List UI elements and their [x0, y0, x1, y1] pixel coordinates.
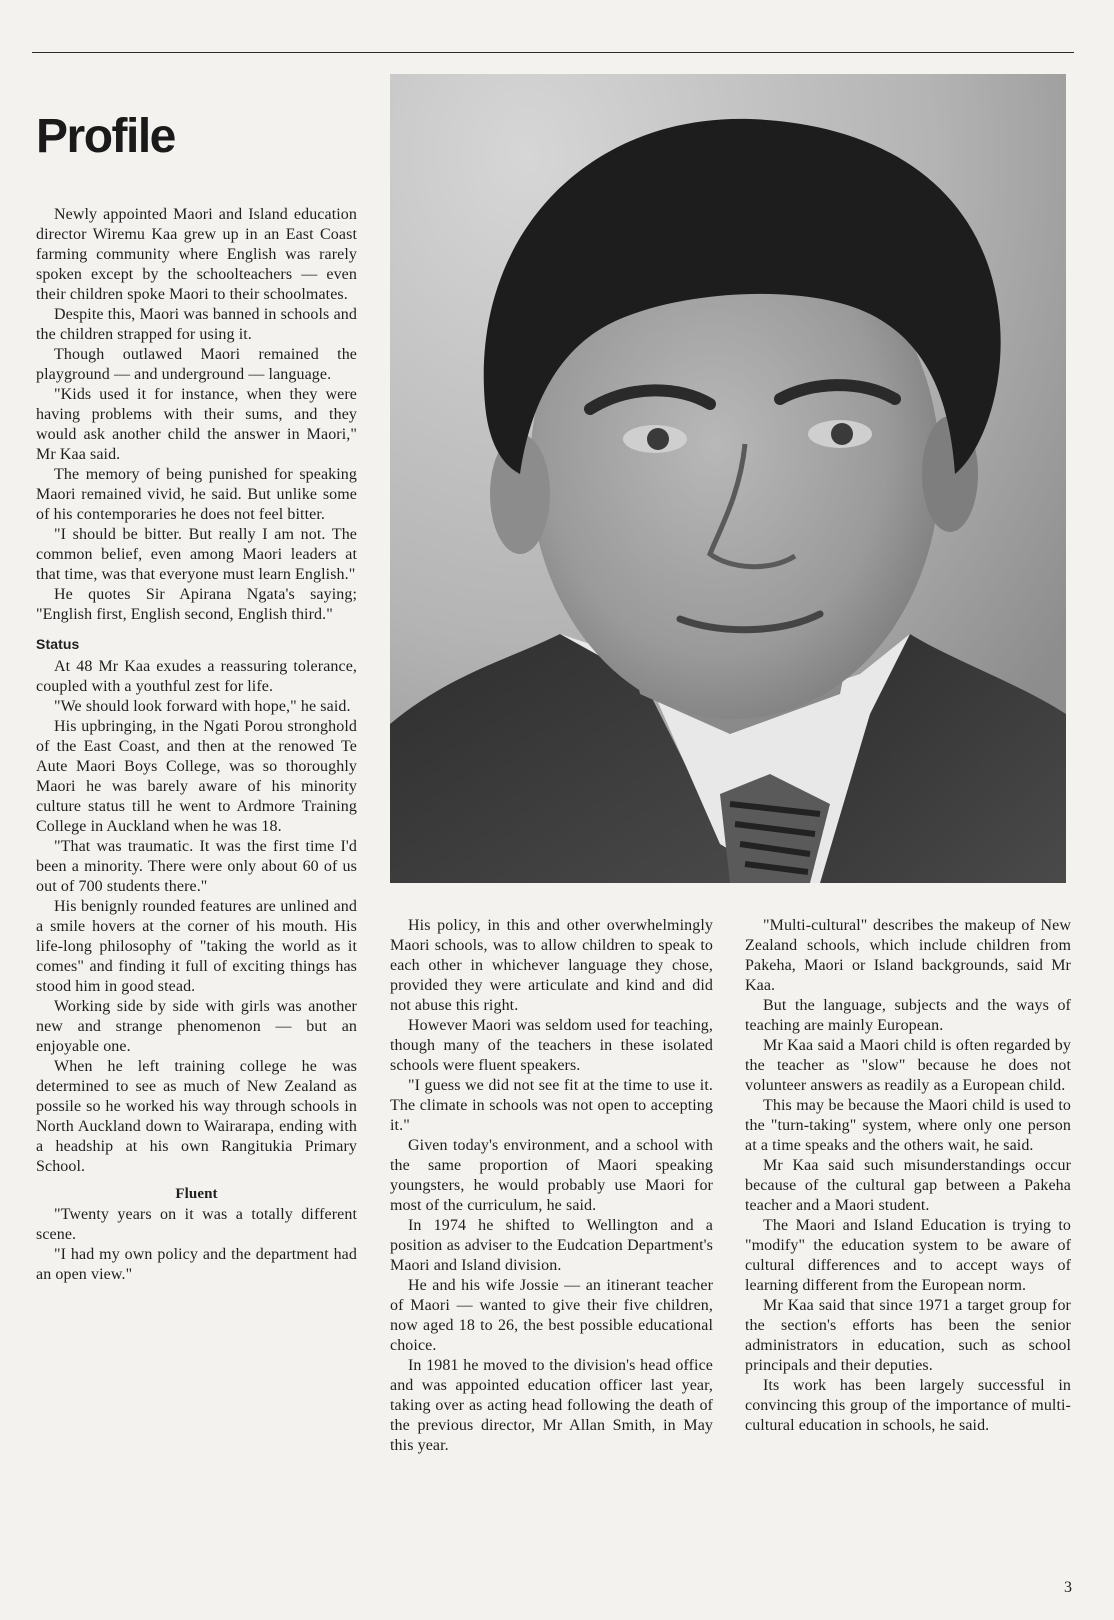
paragraph: When he left training college he was determined to see as much of New Zealand as possile so he worked his way through schools in North Auckland down to Wairarapa, ending with a headship at his own Rangitukia Primary School.: [36, 1058, 357, 1175]
paragraph: In 1981 he moved to the division's head office and was appointed education officer last year, taking over as acting head following the death of the previous director, Mr Allan Smith, in May this year.: [390, 1357, 713, 1454]
paragraph: Though outlawed Maori remained the playground — and underground — language.: [36, 346, 357, 383]
paragraph: The Maori and Island Education is trying to "modify" the education system to be aware of cultural differences and to accept ways of learning different from the European norm.: [745, 1217, 1071, 1294]
page-number: 3: [1064, 1579, 1072, 1596]
paragraph: Newly appointed Maori and Island education director Wiremu Kaa grew up in an East Coast farming community where English was rarely spoken except by the schoolteachers — even their children spoke Maori to their schoolmates.: [36, 206, 357, 303]
paragraph: "I should be bitter. But really I am not. The common belief, even among Maori leaders at that time, was that everyone must learn English.": [36, 526, 357, 583]
paragraph: The memory of being punished for speaking Maori remained vivid, he said. But unlike some of his contemporaries he does not feel bitter.: [36, 466, 357, 523]
page-title: Profile: [36, 110, 175, 163]
article-column-1: [36, 205, 357, 1285]
paragraph: Given today's environment, and a school with the same proportion of Maori speaking youngsters, he would probably use Maori for most of the curriculum, he said.: [390, 1137, 713, 1214]
portrait-photo: [390, 74, 1066, 883]
paragraph: Its work has been largely successful in convincing this group of the importance of multi-cultural education in schools, he said.: [745, 1377, 1071, 1434]
paragraph: Despite this, Maori was banned in schools and the children strapped for using it.: [36, 306, 357, 343]
paragraph: He quotes Sir Apirana Ngata's saying; "English first, English second, English third.": [36, 586, 357, 623]
paragraph: "Multi-cultural" describes the makeup of New Zealand schools, which include children from Pakeha, Maori or Island backgrounds, said Mr Kaa.: [745, 917, 1071, 994]
paragraph: His upbringing, in the Ngati Porou stronghold of the East Coast, and then at the renowed Te Aute Maori Boys College, was so thoroughly Maori he was barely aware of his minority culture status till he went to Ardmore Training College in Auckland when he was 18.: [36, 718, 357, 835]
subheading-status: Status: [36, 636, 80, 652]
article-column-3: [745, 916, 1071, 1436]
article-column-2: [390, 916, 713, 1456]
paragraph: This may be because the Maori child is used to the "turn-taking" system, where only one person at a time speaks and the others wait, he said.: [745, 1097, 1071, 1154]
paragraph: Mr Kaa said that since 1971 a target group for the section's efforts has been the senior administrators in education, such as school principals and their deputies.: [745, 1297, 1071, 1374]
paragraph: In 1974 he shifted to Wellington and a position as adviser to the Eudcation Department's Maori and Island division.: [390, 1217, 713, 1274]
paragraph: At 48 Mr Kaa exudes a reassuring tolerance, coupled with a youthful zest for life.: [36, 658, 357, 695]
paragraph: "That was traumatic. It was the first time I'd been a minority. There were only about 60 of us out of 700 students there.": [36, 838, 357, 895]
paragraph: He and his wife Jossie — an itinerant teacher of Maori — wanted to give their five children, now aged 18 to 26, the best possible educational choice.: [390, 1277, 713, 1354]
paragraph: But the language, subjects and the ways of teaching are mainly European.: [745, 997, 1071, 1034]
paragraph: Working side by side with girls was another new and strange phenomenon — but an enjoyable one.: [36, 998, 357, 1055]
paragraph: "I had my own policy and the department had an open view.": [36, 1246, 357, 1283]
portrait-illustration: [390, 74, 1066, 883]
paragraph: However Maori was seldom used for teaching, though many of the teachers in these isolated schools were fluent speakers.: [390, 1017, 713, 1074]
paragraph: "We should look forward with hope," he said.: [54, 698, 351, 715]
top-rule: [32, 52, 1074, 53]
paragraph: "Kids used it for instance, when they were having problems with their sums, and they would ask another child the answer in Maori," Mr Kaa said.: [36, 386, 357, 463]
paragraph: Mr Kaa said such misunderstandings occur because of the cultural gap between a Pakeha teacher and a Maori student.: [745, 1157, 1071, 1214]
paragraph: "I guess we did not see fit at the time to use it. The climate in schools was not open to accepting it.": [390, 1077, 713, 1134]
paragraph: "Twenty years on it was a totally different scene.: [36, 1206, 357, 1243]
paragraph: His policy, in this and other overwhelmingly Maori schools, was to allow children to speak to each other in whichever language they chose, provided they were articulate and kind and did not abuse this right.: [390, 917, 713, 1014]
subheading-fluent: Fluent: [175, 1186, 218, 1202]
paragraph: Mr Kaa said a Maori child is often regarded by the teacher as "slow" because he does not volunteer answers as readily as a European child.: [745, 1037, 1071, 1094]
paragraph: His benignly rounded features are unlined and a smile hovers at the corner of his mouth. His life-long philosophy of "taking the world as it comes" and finding it full of exciting things has stood him in good stead.: [36, 898, 357, 995]
